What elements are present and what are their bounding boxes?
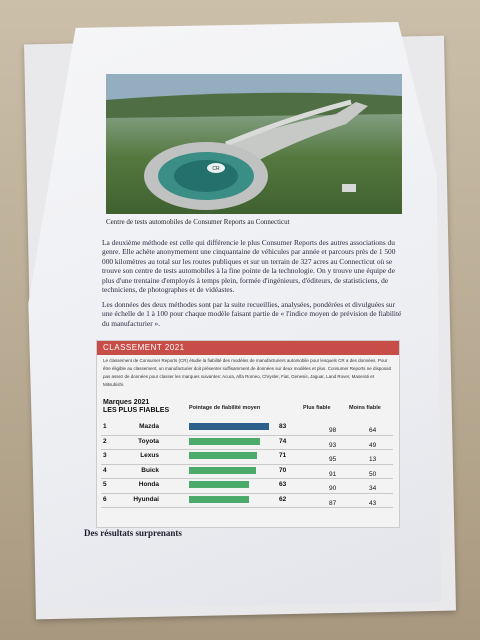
moins-fiable-value: 34 <box>369 485 377 492</box>
plus-fiable-value: 98 <box>329 427 337 434</box>
moins-fiable-value: 13 <box>369 456 377 463</box>
column-header-moins: Moins fiable <box>349 405 381 411</box>
brand-name: Toyota <box>138 437 159 445</box>
ranking-row <box>97 436 399 449</box>
score-bar <box>189 452 257 459</box>
brand-name: Honda <box>138 481 159 488</box>
rank-number: 1 <box>103 423 107 430</box>
score-bar <box>189 496 249 503</box>
plus-fiable-value: 90 <box>329 485 337 492</box>
cr-logo-text: CR <box>212 166 220 172</box>
ranking-row <box>97 479 399 492</box>
score-value: 63 <box>279 481 287 488</box>
brands-title-line2: LES PLUS FIABLES <box>103 407 170 414</box>
moins-fiable-value: 64 <box>369 427 377 434</box>
column-header-score: Pointage de fiabilité moyen <box>189 405 261 411</box>
plus-fiable-value: 91 <box>329 470 337 478</box>
plus-fiable-value: 95 <box>329 456 337 463</box>
brand-name: Mazda <box>139 423 159 430</box>
ranking-intro: Le classement de Consumer Reports (CR) étudie la fiabilité des modèles de manufacturiers automobile pour lesquels CR a des données. Pour être éligible au classement, un manufacturier doit présenter suffisamment de données sur deux modèles et plus. Consumer Reports ne disposait pas assez de données pour classer les marques suivantes: Acura, Alfa Romeo, Chrysler, Fiat, Genesis, Jaguar, Land Rover, Maserati et Mitsubishi. <box>103 358 391 387</box>
test-track-photo <box>106 74 402 214</box>
ranking-row <box>97 421 399 434</box>
moins-fiable-value: 49 <box>369 441 377 449</box>
score-value: 71 <box>279 452 287 459</box>
score-value: 62 <box>279 495 287 503</box>
section-subheading: Des résultats surprenants <box>84 528 182 538</box>
plus-fiable-value: 93 <box>329 441 337 449</box>
photo-caption: Centre de tests automobiles de Consumer Reports au Connecticut <box>106 218 290 226</box>
brand-name: Buick <box>141 466 159 474</box>
plus-fiable-value: 87 <box>329 499 337 507</box>
score-value: 70 <box>279 466 287 474</box>
score-value: 83 <box>279 423 287 430</box>
rank-number: 5 <box>103 481 107 488</box>
test-track-illustration <box>106 74 402 214</box>
ranking-row <box>97 450 399 463</box>
score-value: 74 <box>279 437 287 445</box>
paragraph-data: Les données des deux méthodes sont par la suite recueillies, analysées, pondérées et divulguées sur une échelle de 1 à 100 pour chaque modèle faisant partie de « l'indice moyen de prévision de fiabilité du manufacturier ». <box>102 300 402 328</box>
rank-number: 2 <box>103 437 107 445</box>
score-bar <box>189 467 256 474</box>
ranking-row <box>97 494 399 507</box>
ranking-row <box>97 465 399 478</box>
score-bar <box>189 423 269 430</box>
ranking-box <box>96 340 400 528</box>
brand-name: Hyundai <box>133 495 159 503</box>
brands-title <box>103 399 169 415</box>
rank-number: 3 <box>103 452 107 459</box>
paragraph-method: La deuxième méthode est celle qui différencie le plus Consumer Reports des autres associations du genre. Elle achète anonymement une cinquantaine de véhicules par année et parcours près de 1 500 000 kilomètres au total sur les routes publiques et sur un terrain de 327 acres au Connecticut où se trouve son centre de tests automobiles à la fine pointe de la technologie. On y trouve une équipe de plus d'une trentaine d'employés à temps plein, formée d'ingénieurs, d'éditeurs, de statisticiens, de techniciens, de photographes et de vidéastes. <box>102 238 396 295</box>
row-separator <box>101 507 393 508</box>
column-header-plus: Plus fiable <box>303 405 331 411</box>
ranking-header: CLASSEMENT 2021 <box>97 341 399 355</box>
moins-fiable-value: 43 <box>369 499 377 507</box>
brands-title-line1: Marques 2021 <box>103 399 150 406</box>
rank-number: 4 <box>103 466 107 474</box>
score-bar <box>189 481 249 488</box>
moins-fiable-value: 50 <box>369 470 377 478</box>
brand-name: Lexus <box>140 452 159 459</box>
score-bar <box>189 438 260 445</box>
rank-number: 6 <box>103 495 107 503</box>
